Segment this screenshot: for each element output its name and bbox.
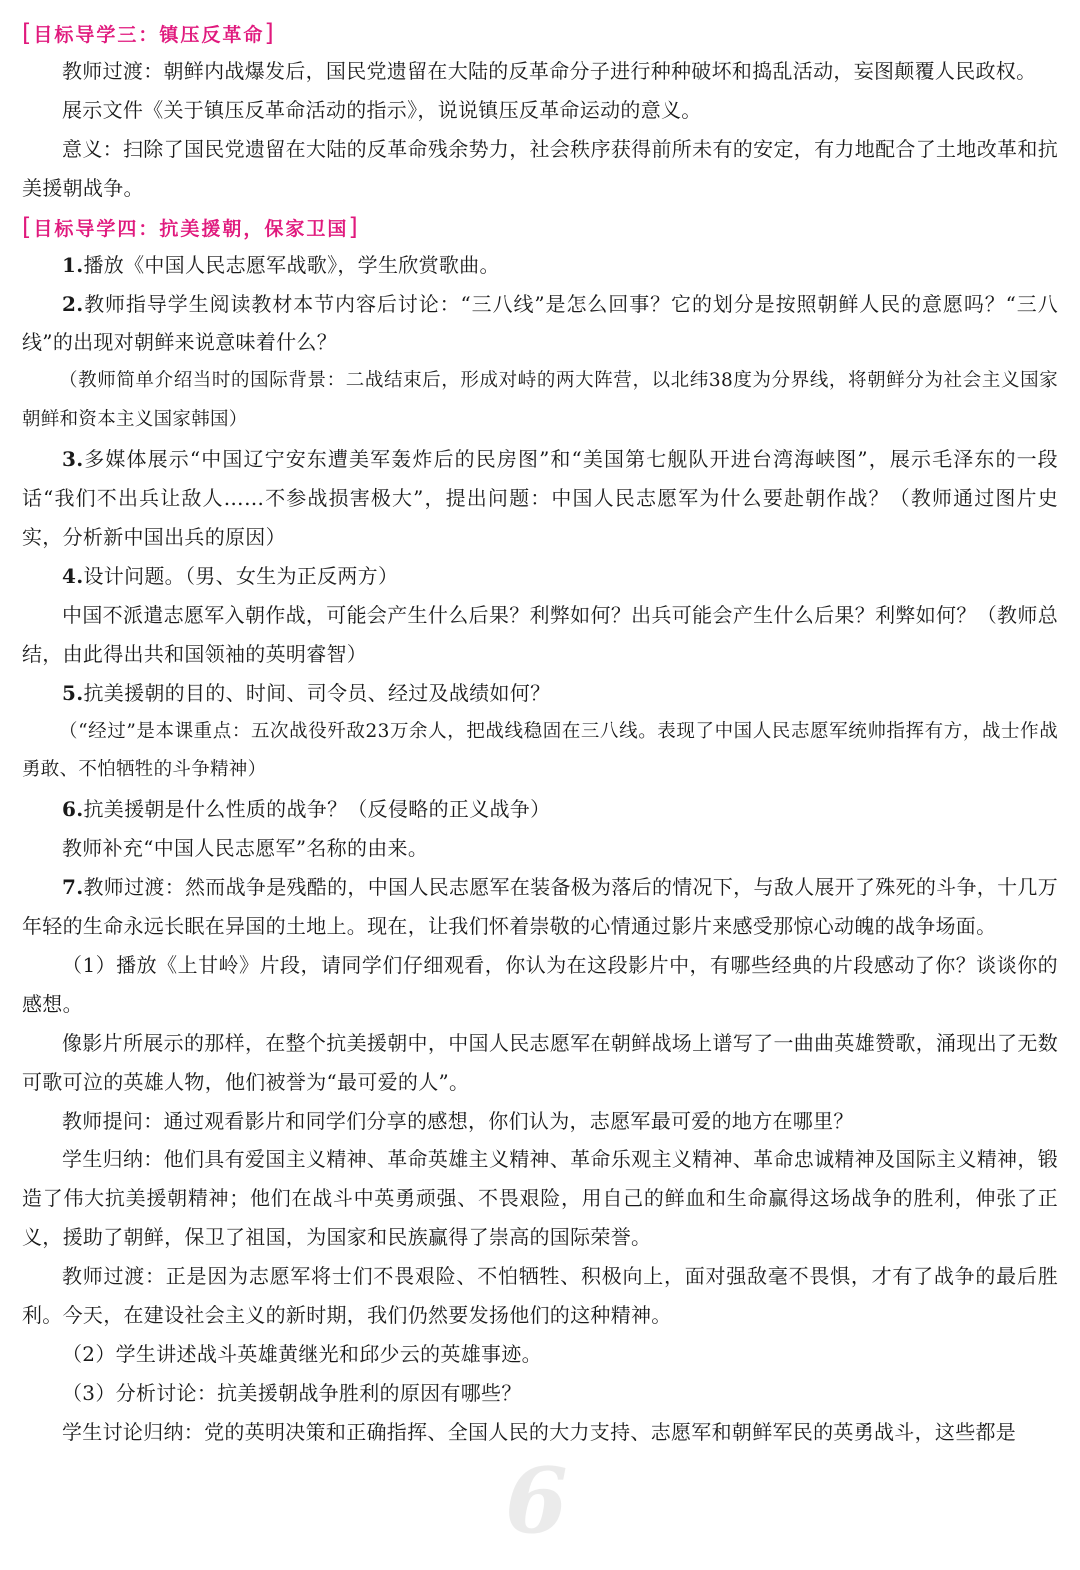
paragraph: 展示文件《关于镇压反革命活动的指示》，说说镇压反革命运动的意义。	[62, 97, 702, 122]
section-heading-4: [目标导学四：抗美援朝，保家卫国]	[22, 212, 360, 241]
paragraph: 意义：扫除了国民党遗留在大陆的反革命残余势力，社会秩序获得前所未有的安定，有力地配合了土地改革和抗美援朝战争。	[22, 136, 1058, 200]
page-number-watermark: 6	[505, 1448, 568, 1554]
paragraph: （1）播放《上甘岭》片段，请同学们仔细观看，你认为在这段影片中，有哪些经典的片段感动了你？谈谈你的感想。	[22, 952, 1058, 1016]
paragraph: 教师过渡：正是因为志愿军将士们不畏艰险、不怕牺牲、积极向上，面对强敌毫不畏惧，才有了战争的最后胜利。今天，在建设社会主义的新时期，我们仍然要发扬他们的这种精神。	[22, 1264, 1058, 1328]
paragraph: 中国不派遣志愿军入朝作战，可能会产生什么后果？利弊如何？出兵可能会产生什么后果？利弊如何？（教师总结，由此得出共和国领袖的英明睿智）	[22, 602, 1058, 666]
paragraph: 教师过渡：朝鲜内战爆发后，国民党遗留在大陆的反革命分子进行种种破坏和捣乱活动，妄图颠覆人民政权。	[62, 59, 1037, 83]
numbered-item-2: 2.教师指导学生阅读教材本节内容后讨论：“三八线”是怎么回事？它的划分是按照朝鲜人民的意愿吗？“三八线”的出现对朝鲜来说意味着什么？	[22, 291, 1058, 355]
section-heading-3-text: 目标导学三：镇压反革命	[33, 24, 265, 46]
section-heading-4-text: 目标导学四：抗美援朝，保家卫国	[33, 217, 349, 240]
section-heading-3: [目标导学三：镇压反革命]	[22, 19, 276, 47]
teacher-note: （“经过”是本课重点：五次战役歼敌23万余人，把战线稳固在三八线。表现了中国人民志愿军统帅指挥有方，战士作战勇敢、不怕牺牲的斗争精神）	[22, 720, 1058, 781]
paragraph: （2）学生讲述战斗英雄黄继光和邱少云的英雄事迹。	[62, 1342, 542, 1366]
paragraph: 像影片所展示的那样，在整个抗美援朝中，中国人民志愿军在朝鲜战场上谱写了一曲曲英雄赞歌，涌现出了无数可歌可泣的英雄人物，他们被誉为“最可爱的人”。	[22, 1030, 1058, 1094]
numbered-item-7: 7.教师过渡：然而战争是残酷的，中国人民志愿军在装备极为落后的情况下，与敌人展开了殊死的斗争，十几万年轻的生命永远长眠在异国的土地上。现在，让我们怀着崇敬的心情通过影片来感受那惊心动魄的战争场面。	[22, 875, 1058, 939]
teacher-note: （教师简单介绍当时的国际背景：二战结束后，形成对峙的两大阵营，以北纬38度为分界线，将朝鲜分为社会主义国家朝鲜和资本主义国家韩国）	[22, 370, 1058, 431]
paragraph: 学生归纳：他们具有爱国主义精神、革命英雄主义精神、革命乐观主义精神、革命忠诚精神及国际主义精神，锻造了伟大抗美援朝精神；他们在战斗中英勇顽强、不畏艰险，用自己的鲜血和生命赢得这场战争的胜利，伸张了正义，援助了朝鲜，保卫了祖国，为国家和民族赢得了崇高的国际荣誉。	[22, 1147, 1058, 1250]
numbered-item-4: 4.设计问题。（男、女生为正反两方）	[62, 563, 399, 588]
document-content	[22, 14, 1058, 1452]
numbered-item-3: 3.多媒体展示“中国辽宁安东遭美军轰炸后的民房图”和“美国第七舰队开进台湾海峡图”，展示毛泽东的一段话“我们不出兵让敌人……不参战损害极大”，提出问题：中国人民志愿军为什么要赴朝作战？（教师通过图片史实，分析新中国出兵的原因）	[22, 447, 1058, 549]
paragraph: 教师补充“中国人民志愿军”名称的由来。	[62, 836, 429, 861]
paragraph: 学生讨论归纳：党的英明决策和正确指挥、全国人民的大力支持、志愿军和朝鲜军民的英勇战斗，这些都是	[62, 1419, 1017, 1444]
numbered-item-1: 1.播放《中国人民志愿军战歌》，学生欣赏歌曲。	[62, 252, 500, 277]
paragraph: 教师提问：通过观看影片和同学们分享的感想，你们认为，志愿军最可爱的地方在哪里？	[62, 1108, 854, 1133]
paragraph: （3）分析讨论：抗美援朝战争胜利的原因有哪些？	[62, 1380, 522, 1405]
numbered-item-6: 6.抗美援朝是什么性质的战争？（反侵略的正义战争）	[62, 797, 551, 822]
numbered-item-5: 5.抗美援朝的目的、时间、司令员、经过及战绩如何？	[62, 680, 551, 705]
